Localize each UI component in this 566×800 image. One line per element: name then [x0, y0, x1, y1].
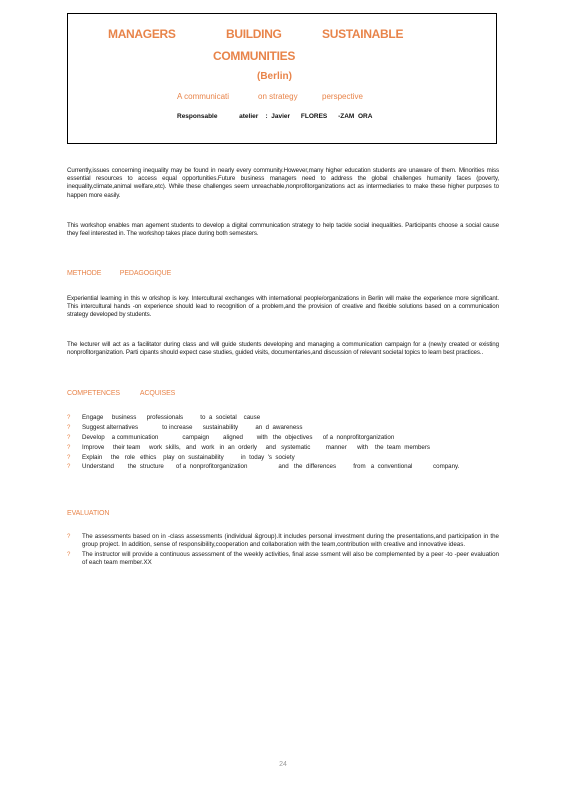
list-item: ? Explain the role ethics play on sustainability in today 's society: [67, 453, 295, 461]
list-item: ? Develop a communication campaign aligned with the objectives of a nonprofitorganization: [67, 433, 395, 441]
list-item: ? The instructor will provide a continuous assessment of the weekly activities, final asse ssment will also be complemented by a peer -to -peer evaluation of each team member.XX: [67, 551, 499, 567]
methode-paragraph-2: The lecturer will act as a facilitator during class and will guide students developing and managing a communication campaign for a (new)y created or existing nonprofitorganization. Parti cipants should expect case studies, guided visits, documentaries,and discussion of relevant societal topics to learn best practices..: [67, 341, 499, 357]
list-item: ? Understand the structure of a nonprofitorganization and the differences from a conventional company.: [67, 463, 460, 471]
bullet-icon: ?: [67, 454, 71, 461]
page-number: 24: [279, 761, 287, 768]
methode-paragraph-1: Experiential learning in this w orkshop is key. Intercultural exchanges with international people/organizations in Berlin will make the experience more significant. This intercultural hands -on experience should lead to recognition of a problem,and the provision of creative and flexible solutions based on a communication strategy developed by students.: [67, 295, 499, 319]
evaluation-list: [67, 533, 499, 569]
title-word-sustainable: SUSTAINABLE: [322, 27, 404, 41]
list-item: ? Suggest alternatives to increase sustainability an d awareness: [67, 423, 303, 431]
bullet-icon: ?: [67, 434, 71, 441]
section-heading-methode: METHODE PEDAGOGIQUE: [67, 270, 172, 277]
list-item: ? The assessments based on in -class assessments (individual &group).It includes personal investment during the presentations,and participation in the group project. In addition, sense of responsibility,cooperation and collaboration with the team,contribution with creative and innovative ideas.: [67, 533, 499, 549]
competences-list: [67, 414, 499, 473]
bullet-icon: ?: [67, 444, 71, 451]
section-heading-evaluation: EVALUATION: [67, 510, 110, 517]
bullet-icon: ?: [67, 552, 71, 559]
location-label: (Berlin): [257, 71, 292, 82]
title-word-managers: MANAGERS: [108, 27, 176, 41]
title-word-building: BUILDING: [226, 27, 282, 41]
bullet-icon: ?: [67, 424, 71, 431]
subtitle-part-3: perspective: [322, 92, 363, 101]
section-heading-competences: COMPETENCES ACQUISES: [67, 390, 176, 397]
bullet-icon: ?: [67, 464, 71, 471]
intro-paragraph-2: This workshop enables man agement students to develop a digital communication strategy to help tackle social inequalities. Participants choose a social cause they feel interested in. The workshop takes place during both semesters.: [67, 222, 499, 238]
subtitle-part-2: on strategy: [258, 92, 298, 101]
subtitle-part-1: A communicati: [177, 92, 230, 101]
list-item: ? Engage business professionals to a societal cause: [67, 414, 261, 421]
bullet-icon: ?: [67, 415, 71, 421]
responsable-line: Responsable atelier : Javier FLORES -ZAM ORA: [177, 113, 373, 120]
bullet-icon: ?: [67, 534, 71, 540]
title-word-communities: COMMUNITIES: [213, 49, 296, 63]
list-item: ? Improve their team work skills, and work in an orderly and systematic manner with the team members: [67, 443, 430, 451]
intro-paragraph-1: Currently,issues concerning inequality may be found in nearly every community.However,many higher education students are unaware of them. Minorities miss essential resources to access equal opportunities.Future business managers need to address the global challenges humanity faces (poverty, inequality,climate,animal welfare,etc). While these challenges seem unreachable,nonprofitorganizations act as intermediaries to make these higher purposes to happen more easily.: [67, 167, 499, 199]
